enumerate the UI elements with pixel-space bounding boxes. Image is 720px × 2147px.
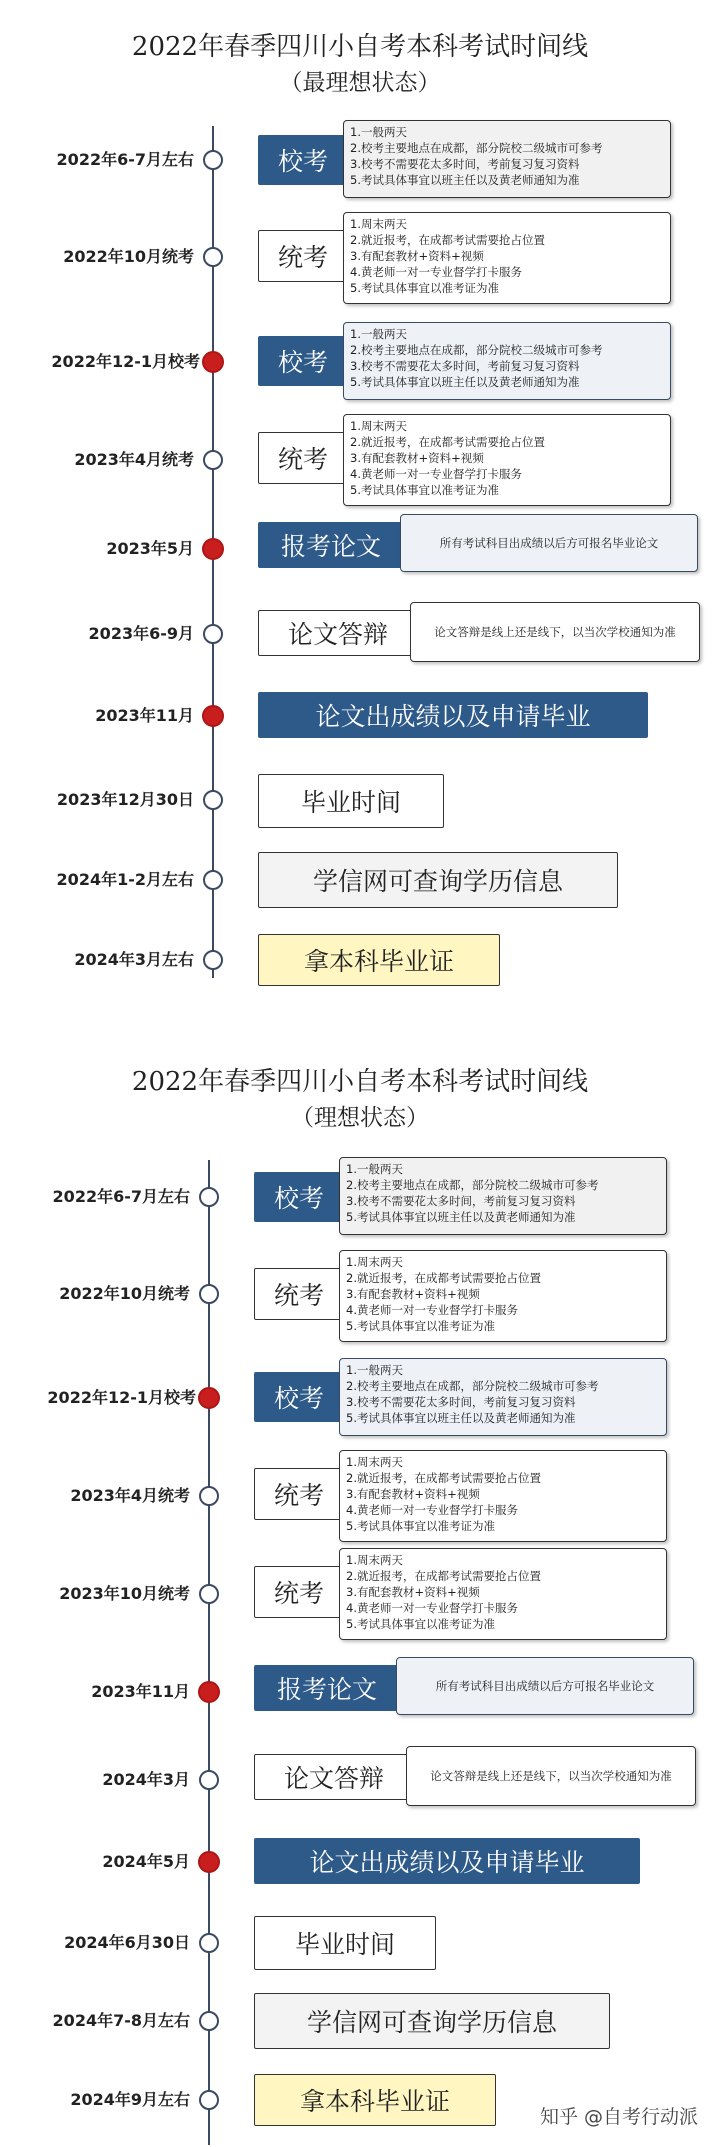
- timeline-date: 2022年12-1月校考: [51, 352, 200, 371]
- stage-label: 报考论文: [258, 522, 404, 568]
- timeline-date: 2022年6-7月左右: [52, 1187, 190, 1206]
- timeline-node: [199, 2090, 219, 2110]
- stage-note: 所有考试科目出成绩以后方可报名毕业论文: [396, 1657, 694, 1715]
- stage-label: 论文答辩: [258, 610, 418, 656]
- stage-label: 论文出成绩以及申请毕业: [254, 1838, 640, 1884]
- stage-label: 毕业时间: [254, 1916, 436, 1970]
- timeline-date: 2024年7-8月左右: [52, 2011, 190, 2030]
- timeline-node: [202, 351, 224, 373]
- section-subtitle: （最理想状态）: [279, 70, 441, 96]
- section-title: 2022年春季四川小自考本科考试时间线: [131, 1067, 589, 1097]
- timeline-node: [199, 2011, 219, 2031]
- stage-note: 1.周末两天 2.就近报考，在成都考试需要抢占位置 3.有配套教材+资料+视频 4.黄老师一对一专业督学打卡服务 5.考试具体事宜以准考证为准: [339, 1450, 667, 1542]
- timeline-node: [198, 1681, 220, 1703]
- timeline-date: 2024年3月: [102, 1770, 190, 1789]
- timeline-node: [203, 790, 223, 810]
- timeline-line: [208, 1160, 210, 2145]
- stage-label: 统考: [258, 230, 348, 282]
- timeline-node: [199, 1584, 219, 1604]
- stage-note: 1.周末两天 2.就近报考，在成都考试需要抢占位置 3.有配套教材+资料+视频 4.黄老师一对一专业督学打卡服务 5.考试具体事宜以准考证为准: [339, 1548, 667, 1640]
- timeline-node: [203, 450, 223, 470]
- timeline-date: 2022年6-7月左右: [56, 150, 194, 169]
- timeline-date: 2022年10月统考: [63, 247, 194, 266]
- stage-note: 论文答辩是线上还是线下，以当次学校通知为准: [406, 1746, 696, 1806]
- stage-label: 统考: [254, 1566, 344, 1618]
- timeline-date: 2023年11月: [95, 706, 194, 725]
- section-subtitle: （理想状态）: [291, 1105, 429, 1131]
- stage-note: 1.周末两天 2.就近报考，在成都考试需要抢占位置 3.有配套教材+资料+视频 4.黄老师一对一专业督学打卡服务 5.考试具体事宜以准考证为准: [339, 1250, 667, 1342]
- timeline-node: [199, 1933, 219, 1953]
- timeline-node: [202, 705, 224, 727]
- timeline-date: 2023年4月统考: [74, 450, 194, 469]
- timeline-date: 2024年6月30日: [64, 1933, 190, 1952]
- stage-note: 1.一般两天 2.校考主要地点在成都，部分院校二级城市可参考 3.校考不需要花太多时间，考前复习复习资料 5.考试具体事宜以班主任以及黄老师通知为准: [343, 120, 671, 198]
- timeline-date: 2023年5月: [106, 539, 194, 558]
- stage-note: 论文答辩是线上还是线下，以当次学校通知为准: [410, 602, 700, 662]
- timeline-node: [199, 1770, 219, 1790]
- timeline-section-2: [0, 1040, 720, 2147]
- timeline-date: 2023年4月统考: [70, 1486, 190, 1505]
- stage-label: 校考: [254, 1172, 344, 1222]
- timeline-node: [199, 1284, 219, 1304]
- stage-label: 统考: [258, 432, 348, 484]
- timeline-date: 2023年12月30日: [56, 790, 194, 809]
- stage-label: 拿本科毕业证: [258, 934, 500, 986]
- timeline-date: 2024年3月左右: [74, 950, 194, 969]
- section-title: 2022年春季四川小自考本科考试时间线: [131, 32, 589, 62]
- stage-note: 1.一般两天 2.校考主要地点在成都，部分院校二级城市可参考 3.校考不需要花太多时间，考前复习复习资料 5.考试具体事宜以班主任以及黄老师通知为准: [339, 1358, 667, 1436]
- timeline-node: [198, 1387, 220, 1409]
- stage-label: 毕业时间: [258, 774, 444, 828]
- stage-label: 论文出成绩以及申请毕业: [258, 692, 648, 738]
- timeline-date: 2023年11月: [91, 1682, 190, 1701]
- timeline-node: [203, 247, 223, 267]
- stage-label: 统考: [254, 1468, 344, 1520]
- stage-label: 论文答辩: [254, 1754, 414, 1800]
- stage-note: 所有考试科目出成绩以后方可报名毕业论文: [400, 514, 698, 572]
- timeline-date: 2022年12-1月校考: [47, 1388, 196, 1407]
- timeline-node: [203, 624, 223, 644]
- timeline-node: [202, 538, 224, 560]
- timeline-node: [203, 870, 223, 890]
- stage-label: 拿本科毕业证: [254, 2074, 496, 2126]
- stage-note: 1.周末两天 2.就近报考，在成都考试需要抢占位置 3.有配套教材+资料+视频 4.黄老师一对一专业督学打卡服务 5.考试具体事宜以准考证为准: [343, 212, 671, 304]
- stage-label: 校考: [258, 336, 348, 386]
- timeline-date: 2024年5月: [102, 1852, 190, 1871]
- timeline-node: [199, 1486, 219, 1506]
- timeline-node: [198, 1851, 220, 1873]
- stage-note: 1.周末两天 2.就近报考，在成都考试需要抢占位置 3.有配套教材+资料+视频 4.黄老师一对一专业督学打卡服务 5.考试具体事宜以准考证为准: [343, 414, 671, 506]
- stage-note: 1.一般两天 2.校考主要地点在成都，部分院校二级城市可参考 3.校考不需要花太多时间，考前复习复习资料 5.考试具体事宜以班主任以及黄老师通知为准: [343, 322, 671, 400]
- timeline-node: [199, 1187, 219, 1207]
- footer-watermark: 知乎 @自考行动派: [539, 2106, 698, 2128]
- timeline-node: [203, 150, 223, 170]
- timeline-section-1: [0, 0, 720, 1010]
- stage-label: 报考论文: [254, 1665, 400, 1711]
- stage-label: 校考: [258, 135, 348, 185]
- stage-label: 学信网可查询学历信息: [258, 852, 618, 908]
- timeline-date: 2022年10月统考: [59, 1284, 190, 1303]
- stage-label: 校考: [254, 1372, 344, 1422]
- stage-note: 1.一般两天 2.校考主要地点在成都，部分院校二级城市可参考 3.校考不需要花太多时间，考前复习复习资料 5.考试具体事宜以班主任以及黄老师通知为准: [339, 1157, 667, 1235]
- stage-label: 学信网可查询学历信息: [254, 1993, 610, 2049]
- stage-label: 统考: [254, 1268, 344, 1320]
- timeline-date: 2024年9月左右: [70, 2090, 190, 2109]
- timeline-date: 2024年1-2月左右: [56, 870, 194, 889]
- timeline-date: 2023年10月统考: [59, 1584, 190, 1603]
- timeline-date: 2023年6-9月: [88, 624, 194, 643]
- timeline-node: [203, 950, 223, 970]
